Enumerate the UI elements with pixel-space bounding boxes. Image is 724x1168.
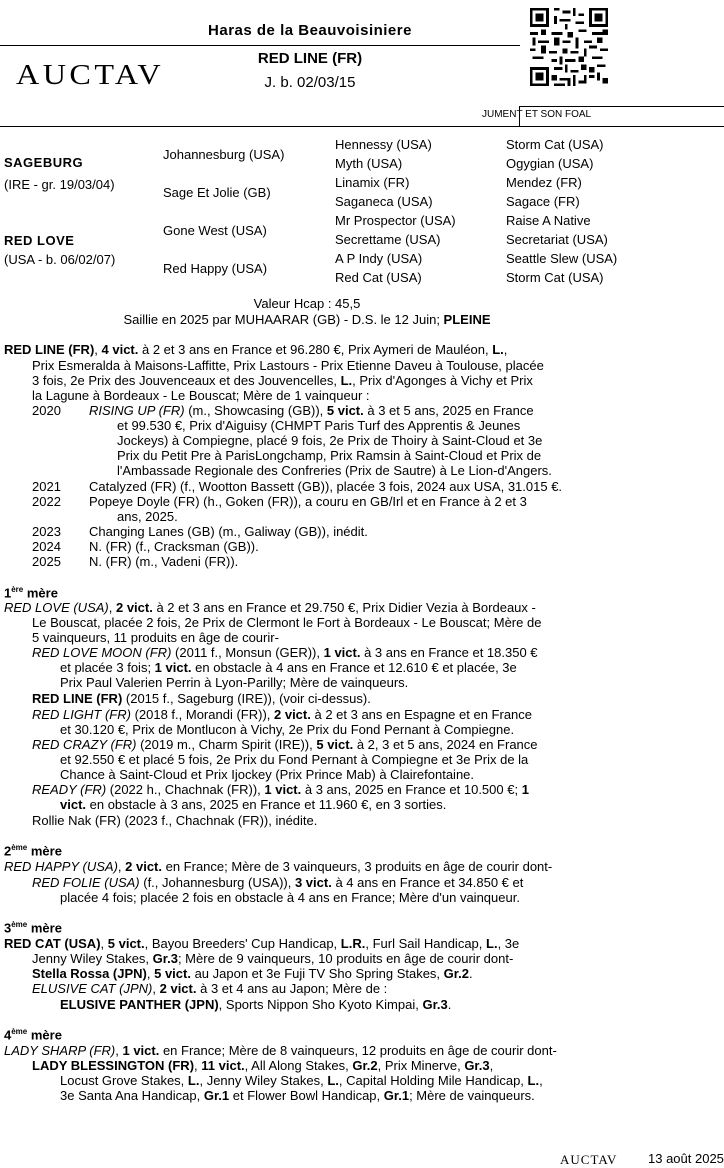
produce-year: 2021 — [32, 479, 61, 494]
produce-row: Popeye Doyle (FR) (h., Goken (FR)), a couru en GB/Irl et en France à 2 et 3 — [89, 494, 527, 509]
covering-info — [0, 312, 614, 327]
divider — [0, 45, 520, 46]
dam1-produce: Rollie Nak (FR) (2023 f., Chachnak (FR)), inédite. — [32, 813, 318, 828]
pedigree-g3: Mendez (FR) — [506, 175, 582, 190]
pedigree-g1: Red Happy (USA) — [163, 261, 268, 276]
handicap-value: Valeur Hcap : 45,5 — [253, 296, 361, 311]
pedigree-g3: Seattle Slew (USA) — [506, 251, 618, 266]
produce-row: N. (FR) (m., Vadeni (FR)). — [89, 554, 239, 569]
produce-row-cont: Jockeys) à Compiegne, placé 9 fois, 2e Prix de Thoiry à Saint-Cloud et 3e — [117, 433, 543, 448]
produce-row: Changing Lanes (GB) (m., Galiway (GB)), inédit. — [89, 524, 368, 539]
main-line-3: 3 fois, 2e Prix des Jouvenceaux et des Jouvencelles, L., Prix d'Agonges à Vichy et Prix — [32, 373, 533, 388]
dam-name: RED LOVE — [4, 233, 75, 248]
footer-date: 13 août 2025 — [648, 1151, 724, 1166]
pedigree-g2: Myth (USA) — [335, 156, 403, 171]
dam3-line-2: Jenny Wiley Stakes, Gr.3; Mère de 9 vainqueurs, 10 produits en âge de courir dont- — [32, 951, 514, 966]
dam3-line-5: ELUSIVE PANTHER (JPN), Sports Nippon Sho Kyoto Kimpai, Gr.3. — [60, 997, 452, 1012]
lot-type: JUMENT ET SON FOAL — [482, 109, 592, 120]
pedigree-g3: Storm Cat (USA) — [506, 270, 604, 285]
pedigree-g3: Sagace (FR) — [506, 194, 580, 209]
pedigree-g3: Ogygian (USA) — [506, 156, 594, 171]
covering-text: Saillie en 2025 par MUHAARAR (GB) - D.S. le 12 Juin; — [123, 312, 444, 327]
dam1-produce-cont: et placée 3 fois; 1 vict. en obstacle à 4 ans en France et 12.610 € et placée, 3e — [60, 660, 517, 675]
sire-info: (IRE - gr. 19/03/04) — [4, 177, 115, 192]
pedigree-g2: Hennessy (USA) — [335, 137, 432, 152]
main-line-2: Prix Esmeralda à Maisons-Laffitte, Prix Lastours - Prix Etienne Daveu à Toulouse, placée — [32, 358, 544, 373]
dam4-line-1: LADY SHARP (FR), 1 vict. en France; Mère de 8 vainqueurs, 12 produits en âge de courir dont- — [4, 1043, 557, 1058]
dam1-line-2: Le Bouscat, placée 2 fois, 2e Prix de Clermont le Fort à Bordeaux - Le Bouscat; Mère de — [32, 615, 542, 630]
pedigree-g3: Storm Cat (USA) — [506, 137, 604, 152]
second-dam-heading: 2ème mère — [4, 843, 62, 859]
fourth-dam-heading: 4ème mère — [4, 1027, 62, 1043]
dam1-produce-cont: et 30.120 €, Prix de Montlucon à Vichy, 2e Prix du Fond Pernant à Compiegne. — [60, 722, 515, 737]
produce-row-cont: l'Ambassade Regionale des Confreries (Prix de Sautre) à Le Lion-d'Angers. — [117, 463, 552, 478]
dam1-produce: READY (FR) (2022 h., Chachnak (FR)), 1 vict. à 3 ans, 2025 en France et 10.500 €; 1 — [32, 782, 529, 797]
dam4-line-4: 3e Santa Ana Handicap, Gr.1 et Flower Bowl Handicap, Gr.1; Mère de vainqueurs. — [60, 1088, 535, 1103]
pedigree-g2: Secrettame (USA) — [335, 232, 441, 247]
pedigree-g1: Johannesburg (USA) — [163, 147, 285, 162]
dam1-line-1: RED LOVE (USA), 2 vict. à 2 et 3 ans en France et 29.750 €, Prix Didier Vezia à Bordeaux - — [4, 600, 536, 615]
footer-logo: AUCTAV — [560, 1152, 618, 1167]
pedigree-g3: Secretariat (USA) — [506, 232, 608, 247]
dam1-produce-cont: et 92.550 € et placé 5 fois, 2e Prix du Fond Pernant à Compiegne et 3e Prix de la — [60, 752, 529, 767]
dam1-line-3: 5 vainqueurs, 11 produits en âge de courir- — [32, 630, 279, 645]
dam1-produce: RED LINE (FR) (2015 f., Sageburg (IRE)), (voir ci-dessus). — [32, 691, 371, 706]
dam2-produce-cont: placée 4 fois; placée 2 fois en obstacle à 4 ans en France; Mère d'un vainqueur. — [60, 890, 520, 905]
dam3-line-3: Stella Rossa (JPN), 5 vict. au Japon et 3e Fuji TV Sho Spring Stakes, Gr.2. — [32, 966, 473, 981]
pedigree-g2: Mr Prospector (USA) — [335, 213, 456, 228]
auctav-logo: AUCTAV — [16, 60, 165, 91]
dam2-produce: RED FOLIE (USA) (f., Johannesburg (USA)), 3 vict. à 4 ans en France et 34.850 € et — [32, 875, 524, 890]
third-dam-heading: 3ème mère — [4, 920, 62, 936]
dam1-produce: RED CRAZY (FR) (2019 m., Charm Spirit (IRE)), 5 vict. à 2, 3 et 5 ans, 2024 en France — [32, 737, 538, 752]
pedigree-g2: A P Indy (USA) — [335, 251, 423, 266]
qr-code-icon — [530, 8, 608, 86]
produce-year: 2024 — [32, 539, 61, 554]
main-line-4: la Lagune à Bordeaux - Le Bouscat; Mère de 1 vainqueur : — [32, 388, 370, 403]
produce-row-cont: ans, 2025. — [117, 509, 178, 524]
dam1-produce-cont: vict. en obstacle à 3 ans, 2025 en France et 11.960 €, en 3 sorties. — [60, 797, 447, 812]
produce-row: RISING UP (FR) (m., Showcasing (GB)), 5 vict. à 3 et 5 ans, 2025 en France — [89, 403, 534, 418]
dam1-produce: RED LOVE MOON (FR) (2011 f., Monsun (GER)), 1 vict. à 3 ans en France et 18.350 € — [32, 645, 538, 660]
sire-name: SAGEBURG — [4, 155, 84, 170]
horse-meta: J. b. 02/03/15 — [264, 74, 356, 91]
covering-status: PLEINE — [443, 312, 491, 327]
dam1-produce: RED LIGHT (FR) (2018 f., Morandi (FR)), 2 vict. à 2 et 3 ans en Espagne et en France — [32, 707, 533, 722]
dam-info: (USA - b. 06/02/07) — [4, 252, 116, 267]
horse-name: RED LINE (FR) — [257, 50, 363, 67]
produce-year: 2023 — [32, 524, 61, 539]
produce-row-cont: Prix du Petit Pre à ParisLongchamp, Prix Ramsin à Saint-Cloud et Prix de — [117, 448, 542, 463]
first-dam-heading: 1ère mère — [4, 585, 58, 601]
produce-row: N. (FR) (f., Cracksman (GB)). — [89, 539, 259, 554]
divider — [519, 106, 724, 107]
produce-year: 2020 — [32, 403, 61, 418]
pedigree-g2: Linamix (FR) — [335, 175, 410, 190]
dam3-line-1: RED CAT (USA), 5 vict., Bayou Breeders' Cup Handicap, L.R., Furl Sail Handicap, L., 3e — [4, 936, 520, 951]
dam2-line-1: RED HAPPY (USA), 2 vict. en France; Mère de 3 vainqueurs, 3 produits en âge de courir dont- — [4, 859, 553, 874]
dam4-line-3: Locust Grove Stakes, L., Jenny Wiley Stakes, L., Capital Holding Mile Handicap, L., — [60, 1073, 543, 1088]
main-line-1: RED LINE (FR), 4 vict. à 2 et 3 ans en France et 96.280 €, Prix Aymeri de Mauléon, L., — [4, 342, 508, 357]
pedigree-g1: Gone West (USA) — [163, 223, 267, 238]
stud-name: Haras de la Beauvoisiniere — [208, 22, 412, 39]
produce-row-cont: et 99.530 €, Prix d'Aiguisy (CHMPT Paris Turf des Apprentis & Jeunes — [117, 418, 521, 433]
pedigree-g3: Raise A Native — [506, 213, 591, 228]
dam1-produce-cont: Prix Paul Valerien Perrin à Lyon-Parilly; Mère de vainqueurs. — [60, 675, 409, 690]
pedigree-g2: Saganeca (USA) — [335, 194, 433, 209]
dam3-line-4: ELUSIVE CAT (JPN), 2 vict. à 3 et 4 ans au Japon; Mère de : — [32, 981, 388, 996]
dam1-produce-cont: Chance à Saint-Cloud et Prix Ijockey (Prix Prince Mab) à Clairefontaine. — [60, 767, 475, 782]
pedigree-g2: Red Cat (USA) — [335, 270, 422, 285]
divider — [0, 126, 724, 127]
produce-year: 2025 — [32, 554, 61, 569]
produce-year: 2022 — [32, 494, 61, 509]
pedigree-g1: Sage Et Jolie (GB) — [163, 185, 271, 200]
dam4-line-2: LADY BLESSINGTON (FR), 11 vict., All Along Stakes, Gr.2, Prix Minerve, Gr.3, — [32, 1058, 494, 1073]
produce-row: Catalyzed (FR) (f., Wootton Bassett (GB)), placée 3 fois, 2024 aux USA, 31.015 €. — [89, 479, 563, 494]
